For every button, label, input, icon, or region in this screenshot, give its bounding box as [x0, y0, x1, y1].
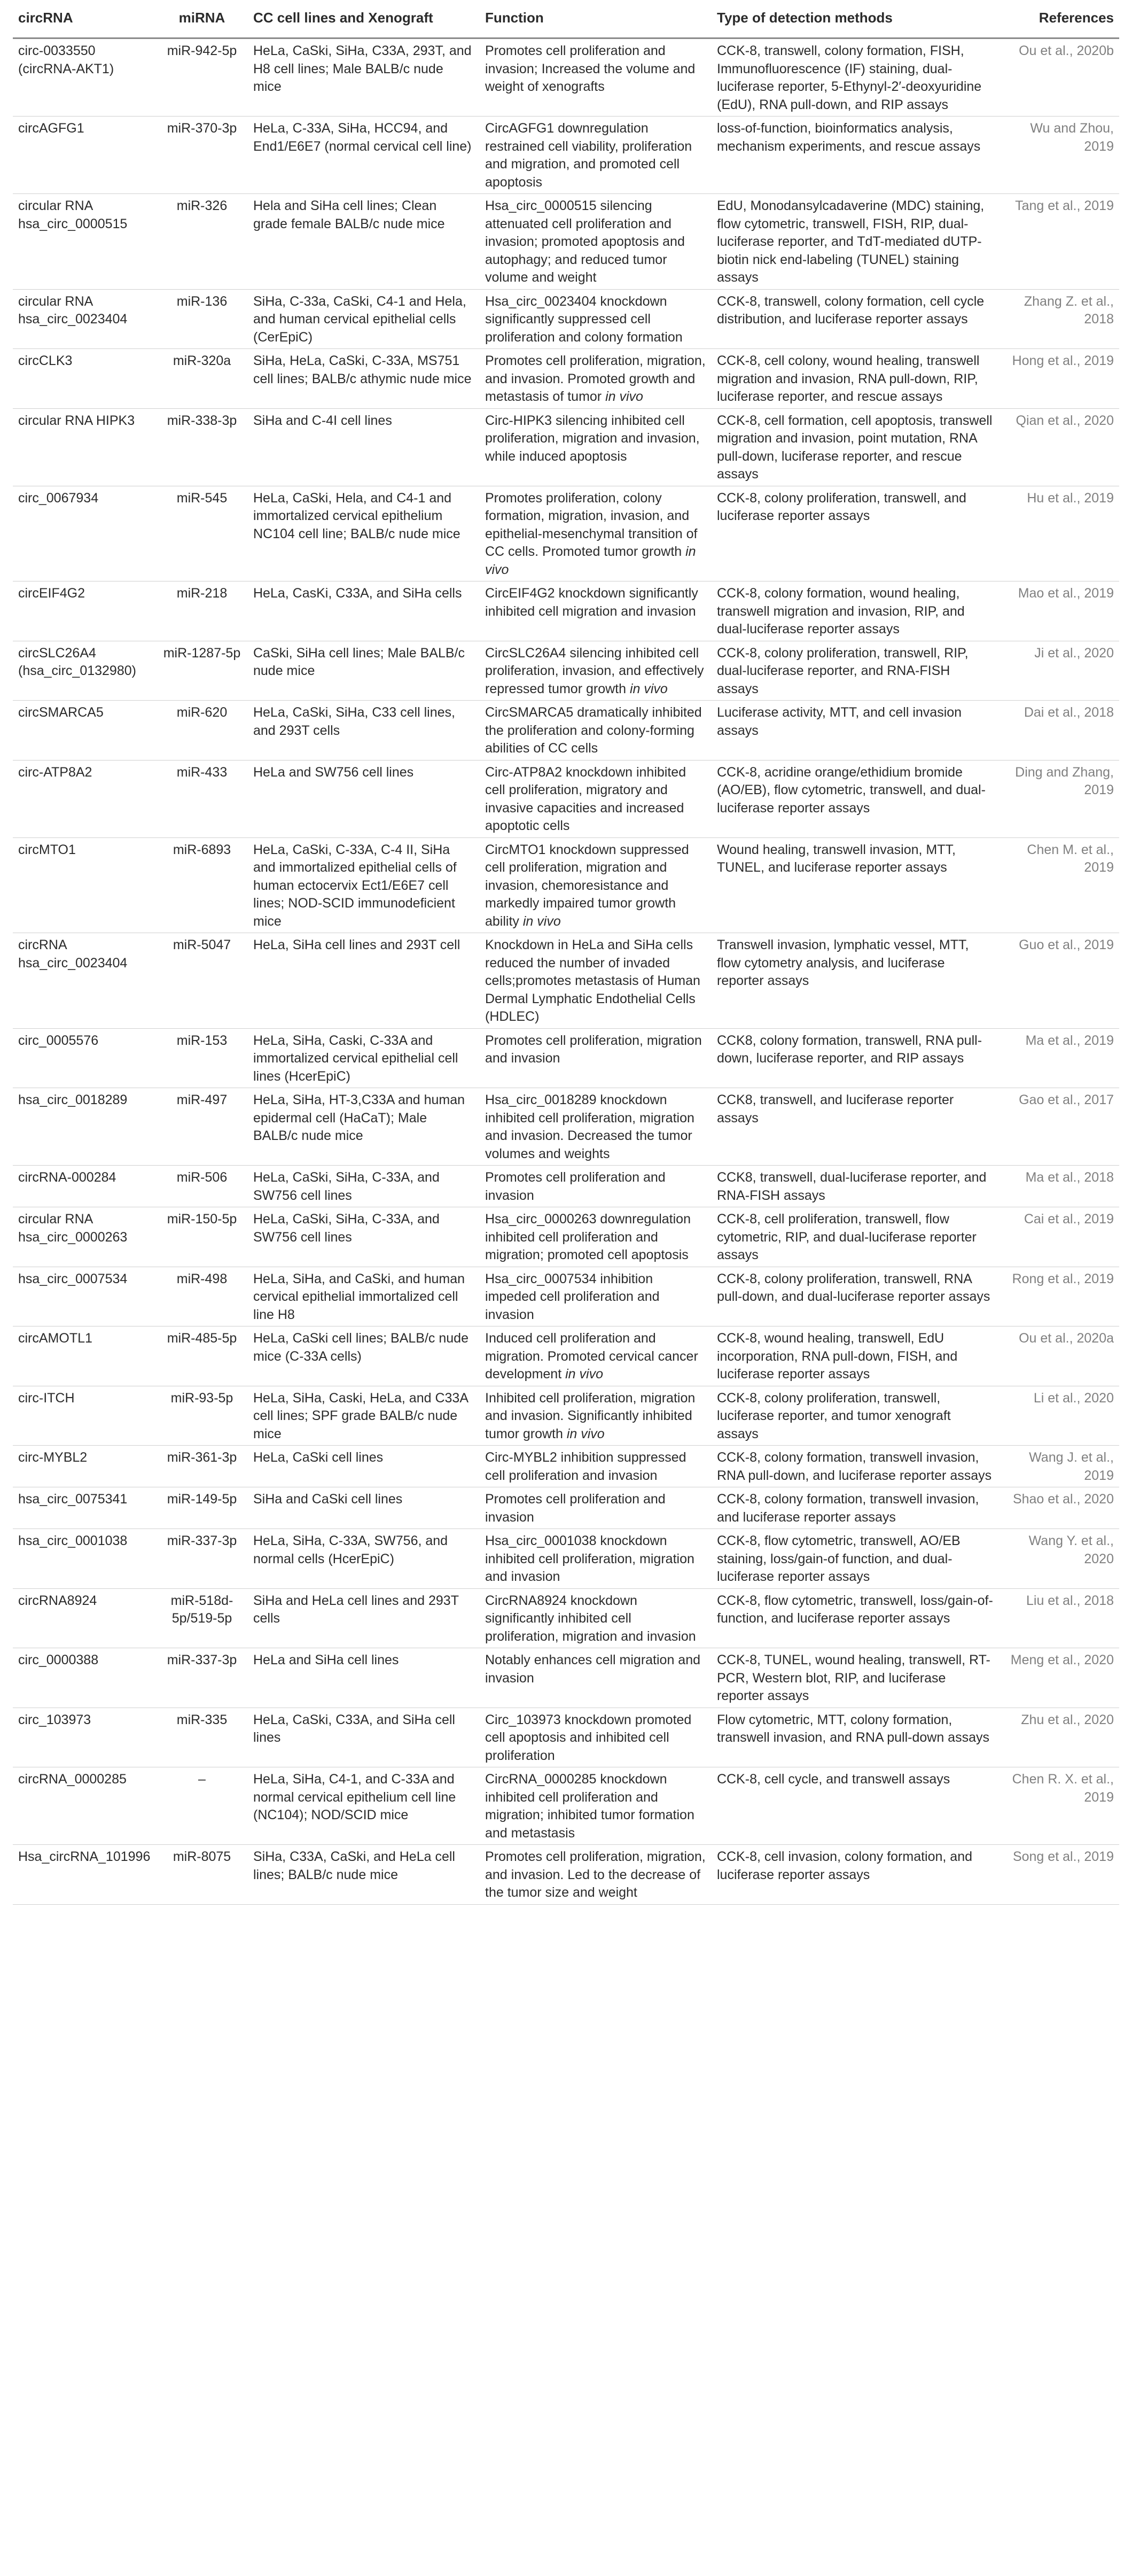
table-row — [13, 1267, 1119, 1326]
circrna-mirna-table — [13, 5, 1119, 1905]
function-text: CircRNA8924 knockdown significantly inhibited cell proliferation, migration and invasion — [485, 1593, 696, 1644]
cell-circrna: circSMARCA5 — [13, 701, 156, 761]
table-row — [13, 641, 1119, 701]
cell-circrna: circRNA hsa_circ_0023404 — [13, 933, 156, 1029]
cell-mirna: miR-153 — [156, 1028, 248, 1088]
cell-mirna: miR-620 — [156, 701, 248, 761]
function-text: Hsa_circ_0018289 knockdown inhibited cell proliferation, migration and invasion. Decreased the tumor volumes and weights — [485, 1092, 694, 1161]
cell-cell-lines: HeLa, SiHa, C-33A, SW756, and normal cells (HcerEpiC) — [248, 1529, 480, 1589]
cell-circrna: hsa_circ_0001038 — [13, 1529, 156, 1589]
cell-reference: Meng et al., 2020 — [1000, 1648, 1119, 1708]
cell-cell-lines: HeLa, CasKi, C33A, and SiHa cells — [248, 581, 480, 641]
header-detection-methods: Type of detection methods — [712, 5, 1000, 38]
function-text: Circ_103973 knockdown promoted cell apoptosis and inhibited cell proliferation — [485, 1712, 692, 1763]
cell-reference: Qian et al., 2020 — [1000, 408, 1119, 486]
table-row — [13, 289, 1119, 349]
function-text: Inhibited cell proliferation, migration and invasion. Significantly inhibited tumor growth — [485, 1390, 696, 1441]
function-text: Hsa_circ_0000515 silencing attenuated cell proliferation and invasion; promoted apoptosis and autophagy; and reduced tumor volume and weight — [485, 198, 685, 285]
table-row — [13, 1446, 1119, 1487]
cell-mirna: miR-518d-5p/519-5p — [156, 1588, 248, 1648]
cell-reference: Dai et al., 2018 — [1000, 701, 1119, 761]
cell-circrna: circ_103973 — [13, 1708, 156, 1767]
table-row — [13, 194, 1119, 290]
cell-cell-lines: HeLa, SiHa, C4-1, and C-33A and normal cervical epithelium cell line (NC104); NOD/SCID mice — [248, 1767, 480, 1845]
cell-cell-lines: HeLa, CaSki, Hela, and C4-1 and immortalized cervical epithelium NC104 cell line; BALB/c nude mice — [248, 486, 480, 581]
cell-mirna: miR-326 — [156, 194, 248, 290]
cell-mirna: miR-136 — [156, 289, 248, 349]
cell-cell-lines: HeLa, CaSki cell lines; BALB/c nude mice (C-33A cells) — [248, 1326, 480, 1386]
cell-cell-lines: HeLa, SiHa, and CaSki, and human cervical epithelial immortalized cell line H8 — [248, 1267, 480, 1326]
header-row — [13, 5, 1119, 38]
cell-reference: Hu et al., 2019 — [1000, 486, 1119, 581]
cell-reference: Wang J. et al., 2019 — [1000, 1446, 1119, 1487]
cell-function — [480, 1648, 712, 1708]
table-header — [13, 5, 1119, 38]
cell-circrna: circRNA_0000285 — [13, 1767, 156, 1845]
cell-reference: Guo et al., 2019 — [1000, 933, 1119, 1029]
table-row — [13, 1028, 1119, 1088]
cell-mirna: miR-6893 — [156, 837, 248, 933]
cell-mirna: miR-497 — [156, 1088, 248, 1166]
cell-mirna: miR-5047 — [156, 933, 248, 1029]
cell-mirna: miR-498 — [156, 1267, 248, 1326]
cell-detection-methods: CCK8, transwell, dual-luciferase reporter, and RNA-FISH assays — [712, 1166, 1000, 1207]
header-references: References — [1000, 5, 1119, 38]
cell-detection-methods: CCK-8, TUNEL, wound healing, transwell, RT-PCR, Western blot, RIP, and luciferase reporter assays — [712, 1648, 1000, 1708]
cell-mirna: miR-942-5p — [156, 38, 248, 117]
function-italic-text: in vivo — [629, 681, 668, 696]
cell-reference: Zhu et al., 2020 — [1000, 1708, 1119, 1767]
table-row — [13, 837, 1119, 933]
cell-reference: Ou et al., 2020b — [1000, 38, 1119, 117]
cell-function — [480, 117, 712, 194]
cell-circrna: circMTO1 — [13, 837, 156, 933]
cell-function — [480, 38, 712, 117]
cell-detection-methods: CCK-8, cell colony, wound healing, transwell migration and invasion, RNA pull-down, RIP, luciferase reporter, and rescue assays — [712, 349, 1000, 409]
cell-cell-lines: HeLa, SiHa, Caski, HeLa, and C33A cell lines; SPF grade BALB/c nude mice — [248, 1386, 480, 1446]
cell-mirna: miR-1287-5p — [156, 641, 248, 701]
cell-circrna: circRNA-000284 — [13, 1166, 156, 1207]
cell-detection-methods: CCK-8, transwell, colony formation, cell cycle distribution, and luciferase reporter assays — [712, 289, 1000, 349]
cell-reference: Mao et al., 2019 — [1000, 581, 1119, 641]
function-text: CircSLC26A4 silencing inhibited cell proliferation, invasion, and effectively repressed tumor growth — [485, 645, 704, 696]
cell-circrna: hsa_circ_0018289 — [13, 1088, 156, 1166]
cell-circrna: circ-ATP8A2 — [13, 760, 156, 837]
cell-cell-lines: HeLa, CaSki, C-33A, C-4 II, SiHa and immortalized epithelial cells of human ectocervix Ect1/E6E7 cell lines; NOD-SCID immunodeficient mice — [248, 837, 480, 933]
header-circrna: circRNA — [13, 5, 156, 38]
cell-cell-lines: HeLa, CaSki, SiHa, C-33A, and SW756 cell lines — [248, 1207, 480, 1267]
cell-function — [480, 1845, 712, 1905]
cell-circrna: circ_0000388 — [13, 1648, 156, 1708]
cell-detection-methods: Transwell invasion, lymphatic vessel, MTT, flow cytometry analysis, and luciferase reporter assays — [712, 933, 1000, 1029]
cell-reference: Ma et al., 2019 — [1000, 1028, 1119, 1088]
cell-mirna: miR-8075 — [156, 1845, 248, 1905]
header-mirna: miRNA — [156, 5, 248, 38]
cell-detection-methods: EdU, Monodansylcadaverine (MDC) staining, flow cytometric, transwell, FISH, RIP, dual-luciferase reporter, and TdT-mediated dUTP-biotin nick end-labeling (TUNEL) staining assays — [712, 194, 1000, 290]
cell-function — [480, 1588, 712, 1648]
cell-function — [480, 289, 712, 349]
cell-reference: Ou et al., 2020a — [1000, 1326, 1119, 1386]
cell-circrna: circular RNA hsa_circ_0000515 — [13, 194, 156, 290]
cell-circrna: circ_0005576 — [13, 1028, 156, 1088]
table-row — [13, 701, 1119, 761]
table-row — [13, 38, 1119, 117]
cell-cell-lines: HeLa, CaSki, C33A, and SiHa cell lines — [248, 1708, 480, 1767]
function-text: CircAGFG1 downregulation restrained cell viability, proliferation and migration, and promoted cell apoptosis — [485, 121, 692, 190]
function-text: Promotes cell proliferation and invasion — [485, 1492, 666, 1525]
cell-function — [480, 701, 712, 761]
table-row — [13, 1708, 1119, 1767]
cell-detection-methods: CCK-8, colony formation, wound healing, transwell migration and invasion, RIP, and dual-luciferase reporter assays — [712, 581, 1000, 641]
cell-detection-methods: CCK-8, cell cycle, and transwell assays — [712, 1767, 1000, 1845]
cell-mirna: miR-335 — [156, 1708, 248, 1767]
cell-cell-lines: HeLa, SiHa cell lines and 293T cell — [248, 933, 480, 1029]
cell-function — [480, 408, 712, 486]
cell-mirna: miR-506 — [156, 1166, 248, 1207]
cell-mirna: miR-485-5p — [156, 1326, 248, 1386]
cell-cell-lines: SiHa and CaSki cell lines — [248, 1487, 480, 1529]
cell-function — [480, 349, 712, 409]
cell-reference: Zhang Z. et al., 2018 — [1000, 289, 1119, 349]
cell-detection-methods: CCK-8, cell invasion, colony formation, and luciferase reporter assays — [712, 1845, 1000, 1905]
cell-reference: Ji et al., 2020 — [1000, 641, 1119, 701]
cell-circrna: circular RNA HIPK3 — [13, 408, 156, 486]
cell-mirna: miR-150-5p — [156, 1207, 248, 1267]
cell-mirna: miR-337-3p — [156, 1529, 248, 1589]
cell-mirna: miR-338-3p — [156, 408, 248, 486]
cell-mirna: miR-433 — [156, 760, 248, 837]
function-text: Induced cell proliferation and migration. Promoted cervical cancer development — [485, 1331, 698, 1382]
cell-detection-methods: CCK-8, colony proliferation, transwell, RNA pull-down, and dual-luciferase reporter assays — [712, 1267, 1000, 1326]
cell-detection-methods: CCK-8, colony formation, transwell invasion, and luciferase reporter assays — [712, 1487, 1000, 1529]
cell-detection-methods: CCK-8, flow cytometric, transwell, AO/EB staining, loss/gain-of function, and dual-luciferase reporter assays — [712, 1529, 1000, 1589]
cell-mirna: miR-218 — [156, 581, 248, 641]
cell-reference: Ding and Zhang, 2019 — [1000, 760, 1119, 837]
cell-cell-lines: HeLa and SiHa cell lines — [248, 1648, 480, 1708]
cell-mirna: miR-93-5p — [156, 1386, 248, 1446]
cell-reference: Song et al., 2019 — [1000, 1845, 1119, 1905]
cell-function — [480, 1207, 712, 1267]
cell-detection-methods: Wound healing, transwell invasion, MTT, TUNEL, and luciferase reporter assays — [712, 837, 1000, 933]
cell-cell-lines: HeLa, CaSki, SiHa, C33A, 293T, and H8 cell lines; Male BALB/c nude mice — [248, 38, 480, 117]
header-cell-lines: CC cell lines and Xenograft — [248, 5, 480, 38]
header-function: Function — [480, 5, 712, 38]
table-row — [13, 1588, 1119, 1648]
cell-cell-lines: CaSki, SiHa cell lines; Male BALB/c nude mice — [248, 641, 480, 701]
function-text: Promotes proliferation, colony formation, migration, invasion, and epithelial-mesenchymal transition of CC cells. Promoted tumor growth — [485, 490, 698, 559]
cell-cell-lines: HeLa, SiHa, HT-3,C33A and human epidermal cell (HaCaT); Male BALB/c nude mice — [248, 1088, 480, 1166]
cell-detection-methods: CCK8, colony formation, transwell, RNA pull-down, luciferase reporter, and RIP assays — [712, 1028, 1000, 1088]
cell-mirna: miR-545 — [156, 486, 248, 581]
function-italic-text: in vivo — [565, 1367, 603, 1382]
cell-circrna: circular RNA hsa_circ_0000263 — [13, 1207, 156, 1267]
cell-function — [480, 1326, 712, 1386]
table-row — [13, 1487, 1119, 1529]
cell-circrna: circ_0067934 — [13, 486, 156, 581]
cell-circrna: circAMOTL1 — [13, 1326, 156, 1386]
table-row — [13, 408, 1119, 486]
function-text: CircMTO1 knockdown suppressed cell proliferation, migration and invasion, chemoresistance and markedly impaired tumor growth ability — [485, 842, 689, 929]
table-row — [13, 1767, 1119, 1845]
cell-function — [480, 1767, 712, 1845]
cell-function — [480, 837, 712, 933]
cell-detection-methods: CCK-8, cell proliferation, transwell, flow cytometric, RIP, and dual-luciferase reporter assays — [712, 1207, 1000, 1267]
cell-function — [480, 581, 712, 641]
table-row — [13, 1166, 1119, 1207]
cell-function — [480, 486, 712, 581]
cell-detection-methods: CCK-8, colony proliferation, transwell, luciferase reporter, and tumor xenograft assays — [712, 1386, 1000, 1446]
cell-mirna: miR-149-5p — [156, 1487, 248, 1529]
function-text: CircEIF4G2 knockdown significantly inhibited cell migration and invasion — [485, 586, 698, 619]
cell-detection-methods: CCK-8, colony proliferation, transwell, and luciferase reporter assays — [712, 486, 1000, 581]
cell-detection-methods: Flow cytometric, MTT, colony formation, transwell invasion, and RNA pull-down assays — [712, 1708, 1000, 1767]
cell-circrna: circEIF4G2 — [13, 581, 156, 641]
cell-reference: Wu and Zhou, 2019 — [1000, 117, 1119, 194]
function-italic-text: in vivo — [566, 1426, 605, 1441]
function-text: Hsa_circ_0001038 knockdown inhibited cell proliferation, migration and invasion — [485, 1533, 694, 1584]
cell-cell-lines: SiHa and HeLa cell lines and 293T cells — [248, 1588, 480, 1648]
function-text: Hsa_circ_0023404 knockdown significantly suppressed cell proliferation and colony formation — [485, 293, 683, 345]
cell-mirna: – — [156, 1767, 248, 1845]
cell-reference: Rong et al., 2019 — [1000, 1267, 1119, 1326]
cell-circrna: circular RNA hsa_circ_0023404 — [13, 289, 156, 349]
table-row — [13, 1386, 1119, 1446]
cell-reference: Tang et al., 2019 — [1000, 194, 1119, 290]
cell-detection-methods: CCK-8, transwell, colony formation, FISH, Immunofluorescence (IF) staining, dual-luciferase reporter, 5-Ethynyl-2′-deoxyuridine (EdU), RNA pull-down, and RIP assays — [712, 38, 1000, 117]
cell-circrna: circAGFG1 — [13, 117, 156, 194]
cell-function — [480, 1529, 712, 1589]
cell-reference: Gao et al., 2017 — [1000, 1088, 1119, 1166]
table-row — [13, 1845, 1119, 1905]
cell-reference: Cai et al., 2019 — [1000, 1207, 1119, 1267]
cell-cell-lines: HeLa, CaSki cell lines — [248, 1446, 480, 1487]
cell-cell-lines: SiHa, C-33a, CaSki, C4-1 and Hela, and human cervical epithelial cells (CerEpiC) — [248, 289, 480, 349]
function-text: Circ-MYBL2 inhibition suppressed cell proliferation and invasion — [485, 1450, 686, 1483]
cell-detection-methods: CCK-8, colony proliferation, transwell, RIP, dual-luciferase reporter, and RNA-FISH assays — [712, 641, 1000, 701]
table-row — [13, 581, 1119, 641]
function-text: Promotes cell proliferation, migration, and invasion. Promoted growth and metastasis of tumor — [485, 353, 706, 404]
cell-reference: Chen R. X. et al., 2019 — [1000, 1767, 1119, 1845]
table-row — [13, 1088, 1119, 1166]
function-text: Circ-ATP8A2 knockdown inhibited cell proliferation, migratory and invasive capacities and increased apoptotic cells — [485, 764, 686, 833]
cell-circrna: circ-0033550 (circRNA-AKT1) — [13, 38, 156, 117]
cell-cell-lines: HeLa, C-33A, SiHa, HCC94, and End1/E6E7 (normal cervical cell line) — [248, 117, 480, 194]
function-text: Notably enhances cell migration and invasion — [485, 1652, 701, 1686]
cell-function — [480, 933, 712, 1029]
cell-cell-lines: Hela and SiHa cell lines; Clean grade female BALB/c nude mice — [248, 194, 480, 290]
table-row — [13, 1207, 1119, 1267]
cell-reference: Hong et al., 2019 — [1000, 349, 1119, 409]
cell-detection-methods: Luciferase activity, MTT, and cell invasion assays — [712, 701, 1000, 761]
function-italic-text: in vivo — [605, 389, 643, 404]
cell-mirna: miR-361-3p — [156, 1446, 248, 1487]
function-text: Promotes cell proliferation, migration and invasion — [485, 1033, 702, 1066]
function-text: Promotes cell proliferation and invasion; Increased the volume and weight of xenografts — [485, 43, 696, 94]
cell-circrna: circCLK3 — [13, 349, 156, 409]
cell-mirna: miR-337-3p — [156, 1648, 248, 1708]
cell-cell-lines: HeLa, SiHa, Caski, C-33A and immortalized cervical epithelial cell lines (HcerEpiC) — [248, 1028, 480, 1088]
cell-circrna: circRNA8924 — [13, 1588, 156, 1648]
cell-function — [480, 1708, 712, 1767]
cell-function — [480, 1028, 712, 1088]
table-row — [13, 760, 1119, 837]
cell-detection-methods: loss-of-function, bioinformatics analysis, mechanism experiments, and rescue assays — [712, 117, 1000, 194]
cell-function — [480, 1267, 712, 1326]
function-text: Promotes cell proliferation, migration, and invasion. Led to the decrease of the tumor size and weight — [485, 1849, 706, 1900]
cell-reference: Liu et al., 2018 — [1000, 1588, 1119, 1648]
cell-function — [480, 194, 712, 290]
function-italic-text: in vivo — [522, 913, 561, 929]
cell-cell-lines: HeLa, CaSki, SiHa, C-33A, and SW756 cell lines — [248, 1166, 480, 1207]
cell-detection-methods: CCK-8, acridine orange/ethidium bromide (AO/EB), flow cytometric, transwell, and dual-luciferase reporter assays — [712, 760, 1000, 837]
cell-circrna: Hsa_circRNA_101996 — [13, 1845, 156, 1905]
cell-function — [480, 1487, 712, 1529]
cell-circrna: circ-ITCH — [13, 1386, 156, 1446]
table-row — [13, 486, 1119, 581]
cell-cell-lines: SiHa, HeLa, CaSki, C-33A, MS751 cell lines; BALB/c athymic nude mice — [248, 349, 480, 409]
function-text: Hsa_circ_0000263 downregulation inhibited cell proliferation and migration; promoted cell apoptosis — [485, 1212, 691, 1262]
cell-cell-lines: SiHa, C33A, CaSki, and HeLa cell lines; BALB/c nude mice — [248, 1845, 480, 1905]
cell-circrna: circSLC26A4 (hsa_circ_0132980) — [13, 641, 156, 701]
function-text: Hsa_circ_0007534 inhibition impeded cell proliferation and invasion — [485, 1271, 660, 1322]
cell-detection-methods: CCK-8, flow cytometric, transwell, loss/gain-of-function, and luciferase reporter assays — [712, 1588, 1000, 1648]
cell-mirna: miR-320a — [156, 349, 248, 409]
cell-cell-lines: HeLa and SW756 cell lines — [248, 760, 480, 837]
cell-function — [480, 760, 712, 837]
function-text: CircSMARCA5 dramatically inhibited the proliferation and colony-forming abilities of CC cells — [485, 705, 702, 756]
function-italic-text: in vivo — [485, 544, 696, 577]
function-text: Knockdown in HeLa and SiHa cells reduced the number of invaded cells;promotes metastasis of Human Dermal Lymphatic Endothelial Cells (HDLEC) — [485, 937, 700, 1024]
table-row — [13, 1326, 1119, 1386]
table-row — [13, 117, 1119, 194]
cell-detection-methods: CCK-8, wound healing, transwell, EdU incorporation, RNA pull-down, FISH, and luciferase reporter assays — [712, 1326, 1000, 1386]
cell-function — [480, 1446, 712, 1487]
cell-function — [480, 1386, 712, 1446]
cell-function — [480, 1088, 712, 1166]
cell-mirna: miR-370-3p — [156, 117, 248, 194]
cell-detection-methods: CCK-8, cell formation, cell apoptosis, transwell migration and invasion, point mutation, RNA pull-down, luciferase reporter, and rescue assays — [712, 408, 1000, 486]
table-row — [13, 933, 1119, 1029]
function-text: Promotes cell proliferation and invasion — [485, 1170, 666, 1203]
cell-function — [480, 1166, 712, 1207]
cell-circrna: circ-MYBL2 — [13, 1446, 156, 1487]
cell-reference: Chen M. et al., 2019 — [1000, 837, 1119, 933]
table-body — [13, 38, 1119, 1905]
cell-reference: Wang Y. et al., 2020 — [1000, 1529, 1119, 1589]
table-row — [13, 1529, 1119, 1589]
cell-reference: Ma et al., 2018 — [1000, 1166, 1119, 1207]
cell-detection-methods: CCK8, transwell, and luciferase reporter assays — [712, 1088, 1000, 1166]
cell-circrna: hsa_circ_0075341 — [13, 1487, 156, 1529]
table-row — [13, 349, 1119, 409]
cell-function — [480, 641, 712, 701]
cell-cell-lines: SiHa and C-4I cell lines — [248, 408, 480, 486]
table-row — [13, 1648, 1119, 1708]
cell-cell-lines: HeLa, CaSki, SiHa, C33 cell lines, and 293T cells — [248, 701, 480, 761]
function-text: CircRNA_0000285 knockdown inhibited cell proliferation and migration; inhibited tumor formation and metastasis — [485, 1772, 694, 1841]
cell-reference: Shao et al., 2020 — [1000, 1487, 1119, 1529]
function-text: Circ-HIPK3 silencing inhibited cell proliferation, migration and invasion, while induced apoptosis — [485, 413, 700, 464]
cell-circrna: hsa_circ_0007534 — [13, 1267, 156, 1326]
cell-reference: Li et al., 2020 — [1000, 1386, 1119, 1446]
cell-detection-methods: CCK-8, colony formation, transwell invasion, RNA pull-down, and luciferase reporter assays — [712, 1446, 1000, 1487]
